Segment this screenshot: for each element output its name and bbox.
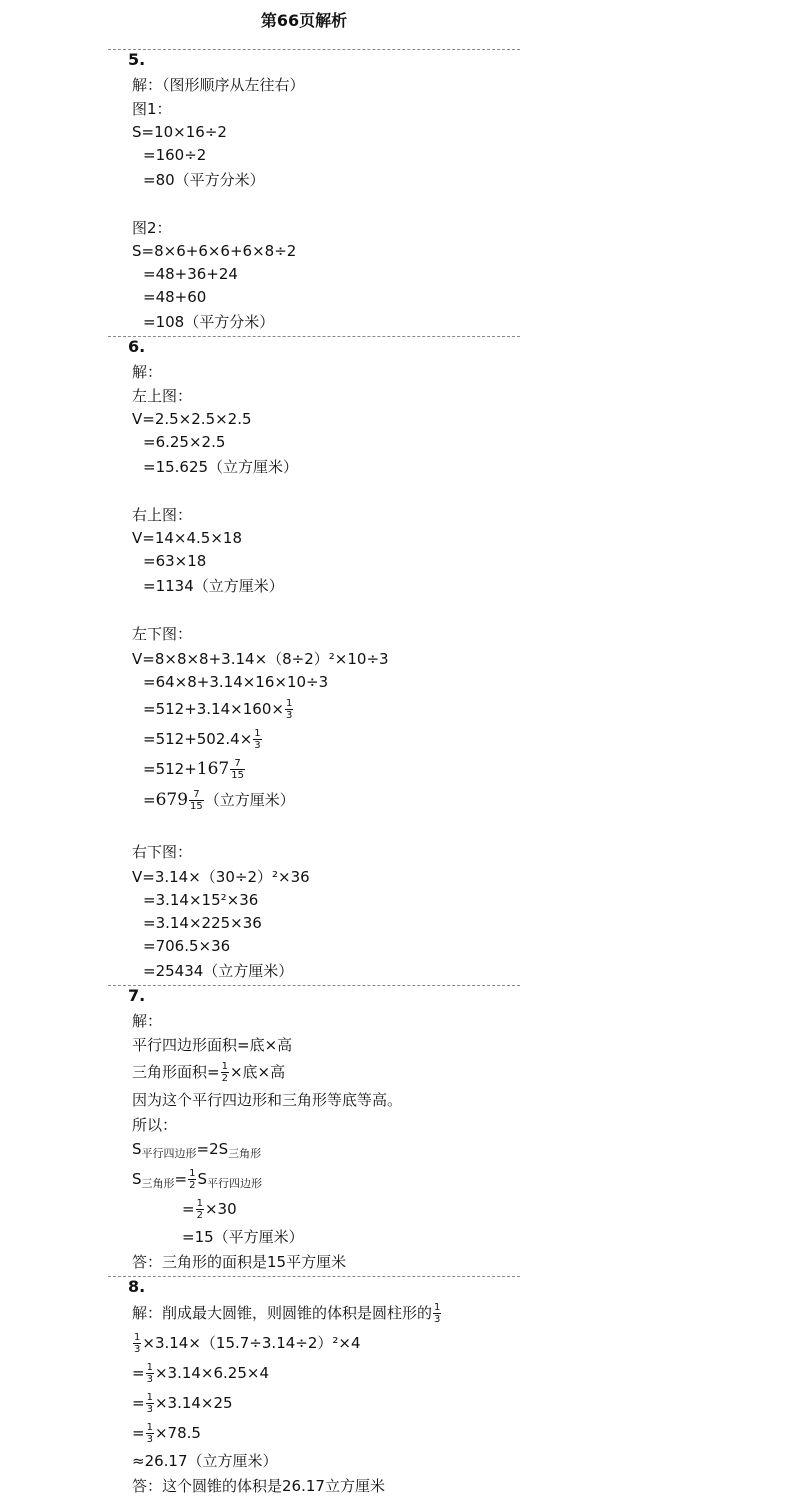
question-number: 7. xyxy=(128,986,146,1005)
denominator: 3 xyxy=(285,710,293,721)
answer-line: 图1： xyxy=(132,100,172,118)
fraction xyxy=(146,1422,154,1445)
expression: ×底×高 xyxy=(229,1063,286,1081)
answer-line: 解： xyxy=(132,363,163,381)
fraction xyxy=(146,1392,154,1415)
subscript: 三角形 xyxy=(141,1177,175,1190)
answer-line: =108（平方分米） xyxy=(143,313,275,331)
answer-line: V=3.14×（30÷2）²×36 xyxy=(132,868,310,886)
expression: = xyxy=(132,1394,145,1412)
answer-line: 图2： xyxy=(132,219,172,237)
denominator: 2 xyxy=(189,1180,196,1191)
answer-line: 平行四边形面积=底×高 xyxy=(132,1036,293,1054)
answer-line: =64×8+3.14×16×10÷3 xyxy=(143,673,329,691)
expression: = xyxy=(132,1364,145,1382)
answer-line xyxy=(132,1061,285,1084)
answer-line: =1134（立方厘米） xyxy=(143,577,284,595)
answer-line xyxy=(132,1422,201,1445)
expression: = xyxy=(174,1170,188,1188)
answer-line: V=14×4.5×18 xyxy=(132,529,242,547)
denominator: 3 xyxy=(434,1314,441,1325)
expression: ×3.14×6.25×4 xyxy=(154,1364,269,1382)
numerator: 1 xyxy=(189,1168,196,1179)
unit: （立方厘米） xyxy=(204,791,295,809)
answer-line xyxy=(132,1332,361,1355)
answer-line: 左下图： xyxy=(132,625,193,643)
answer-line: S=10×16÷2 xyxy=(132,123,227,141)
answer-line: 答：这个圆锥的体积是26.17立方厘米 xyxy=(132,1477,385,1495)
numerator: 1 xyxy=(254,728,261,739)
answer-line: V=8×8×8+3.14×（8÷2）²×10÷3 xyxy=(132,650,389,668)
expression: = xyxy=(143,791,156,809)
numerator: 1 xyxy=(134,1332,141,1343)
answer-line: 所以： xyxy=(132,1116,178,1134)
answer-line xyxy=(143,789,295,812)
expression: 解：削成最大圆锥，则圆锥的体积是圆柱形的 xyxy=(132,1304,433,1322)
fraction xyxy=(285,698,293,721)
divider xyxy=(108,336,520,337)
question-number: 8. xyxy=(128,1277,146,1296)
numerator: 1 xyxy=(196,1198,203,1209)
expression: = xyxy=(182,1200,195,1218)
expression: =512+3.14×160× xyxy=(143,700,284,718)
answer-line: =3.14×15²×36 xyxy=(143,891,259,909)
answer-line: 右上图： xyxy=(132,506,193,524)
answer-line: =706.5×36 xyxy=(143,937,231,955)
answer-line: ≈26.17（立方厘米） xyxy=(132,1452,278,1470)
denominator: 3 xyxy=(134,1344,141,1355)
mixed-number-whole: 679 xyxy=(155,790,189,810)
question-number: 6. xyxy=(128,337,146,356)
fraction xyxy=(146,1362,154,1385)
divider xyxy=(108,1276,520,1277)
expression: =2S xyxy=(196,1140,229,1158)
answer-line xyxy=(143,698,294,721)
denominator: 2 xyxy=(196,1210,203,1221)
denominator: 3 xyxy=(254,740,261,751)
expression: = xyxy=(132,1424,145,1442)
answer-line: 因为这个平行四边形和三角形等底等高。 xyxy=(132,1091,403,1109)
numerator: 1 xyxy=(221,1061,228,1072)
answer-line: =63×18 xyxy=(143,552,207,570)
expression: ×3.14×25 xyxy=(154,1394,233,1412)
numerator: 1 xyxy=(434,1302,441,1313)
answer-line: =160÷2 xyxy=(143,146,207,164)
divider xyxy=(108,49,520,50)
answer-line xyxy=(143,728,263,751)
answer-line: =15.625（立方厘米） xyxy=(143,458,299,476)
numerator: 7 xyxy=(230,758,245,770)
page-title: 第66页解析 xyxy=(260,11,348,30)
answer-line xyxy=(132,1392,233,1415)
denominator: 2 xyxy=(221,1073,228,1084)
mixed-number-whole: 167 xyxy=(196,759,230,779)
answer-line: V=2.5×2.5×2.5 xyxy=(132,410,252,428)
answer-line: 解：（图形顺序从左往右） xyxy=(132,76,305,94)
fraction xyxy=(189,789,204,812)
answer-line: =80（平方分米） xyxy=(143,171,265,189)
question-number: 5. xyxy=(128,50,146,69)
answer-line: =15（平方厘米） xyxy=(182,1228,304,1246)
numerator: 1 xyxy=(146,1362,153,1373)
answer-line xyxy=(143,758,246,781)
expression: ×30 xyxy=(204,1200,237,1218)
answer-line: =25434（立方厘米） xyxy=(143,962,294,980)
numerator: 1 xyxy=(146,1422,153,1433)
fraction xyxy=(188,1168,196,1191)
fraction xyxy=(196,1198,204,1221)
answer-line: 答：三角形的面积是15平方厘米 xyxy=(132,1253,347,1271)
denominator: 3 xyxy=(146,1404,153,1415)
answer-line: S=8×6+6×6+6×8÷2 xyxy=(132,242,297,260)
expression: ×78.5 xyxy=(154,1424,201,1442)
fraction xyxy=(230,758,245,781)
numerator: 1 xyxy=(146,1392,153,1403)
divider xyxy=(108,985,520,986)
fraction xyxy=(253,728,261,751)
answer-line: 右下图： xyxy=(132,843,193,861)
answer-line xyxy=(182,1198,237,1221)
symbol: S xyxy=(132,1140,142,1158)
fraction xyxy=(433,1302,441,1325)
answer-line xyxy=(132,1362,269,1385)
fraction xyxy=(221,1061,229,1084)
answer-line xyxy=(132,1168,262,1194)
symbol: S xyxy=(197,1170,208,1188)
answer-line: =3.14×225×36 xyxy=(143,914,262,932)
symbol: S xyxy=(132,1170,142,1188)
subscript: 三角形 xyxy=(228,1147,262,1160)
expression: =512+ xyxy=(143,760,197,778)
answer-line: 左上图： xyxy=(132,387,193,405)
subscript: 平行四边形 xyxy=(207,1177,263,1190)
denominator: 3 xyxy=(146,1434,153,1445)
answer-line xyxy=(132,1302,442,1325)
expression: =512+502.4× xyxy=(143,730,253,748)
answer-line: =48+60 xyxy=(143,288,207,306)
answer-line xyxy=(132,1139,261,1164)
subscript: 平行四边形 xyxy=(141,1147,197,1160)
denominator: 15 xyxy=(231,770,244,781)
numerator: 1 xyxy=(285,698,293,709)
denominator: 15 xyxy=(190,801,203,812)
numerator: 7 xyxy=(189,789,204,801)
fraction xyxy=(133,1332,141,1355)
answer-line: =48+36+24 xyxy=(143,265,238,283)
answer-line: =6.25×2.5 xyxy=(143,433,226,451)
answer-line: 解： xyxy=(132,1012,163,1030)
expression: ×3.14×（15.7÷3.14÷2）²×4 xyxy=(142,1334,361,1352)
denominator: 3 xyxy=(146,1374,153,1385)
expression: 三角形面积= xyxy=(132,1063,220,1081)
